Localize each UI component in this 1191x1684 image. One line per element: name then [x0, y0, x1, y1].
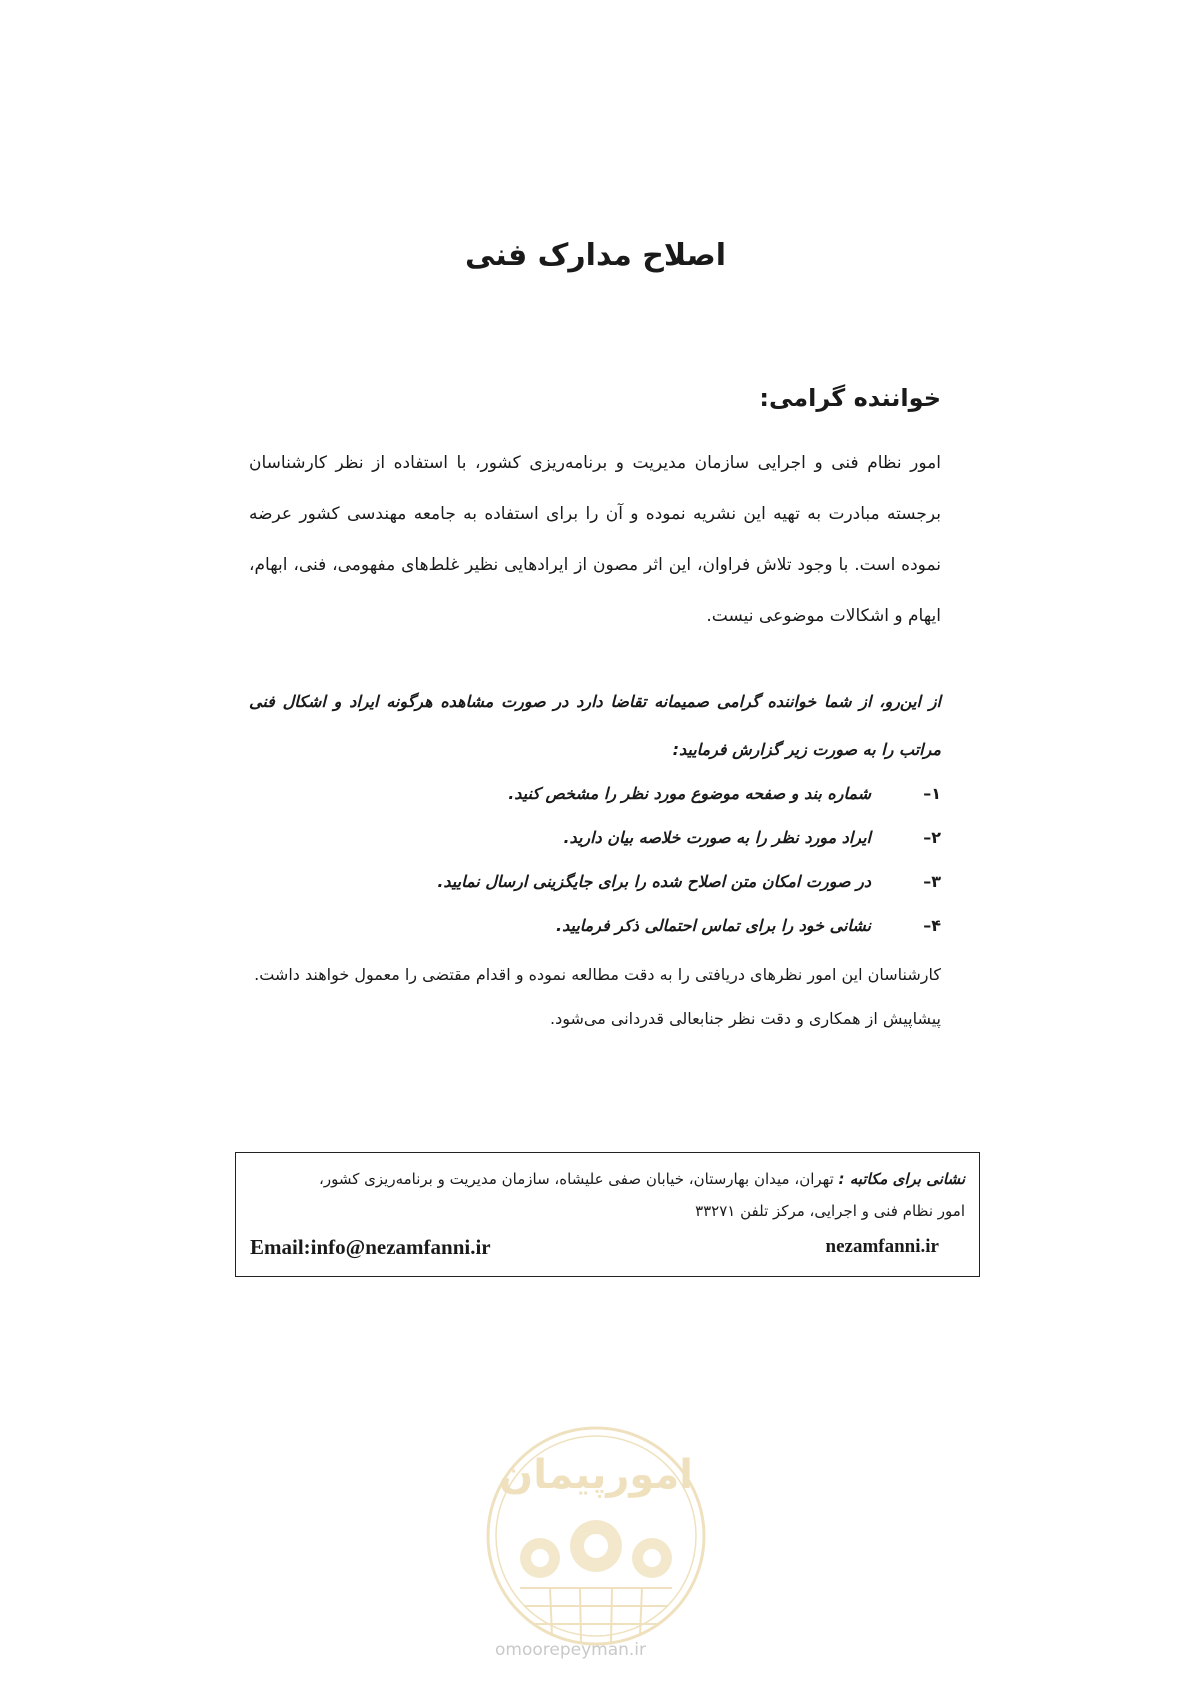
step-text: شماره بند و صفحه موضوع مورد نظر را مشخص کنید.	[508, 784, 871, 803]
step-number: ۱–	[923, 784, 941, 803]
email-link[interactable]: Email:info@nezamfanni.ir	[250, 1234, 491, 1259]
address-box	[235, 1152, 980, 1277]
greeting-heading: خواننده گرامی:	[759, 384, 941, 412]
website-link[interactable]: nezamfanni.ir	[825, 1236, 939, 1257]
step-item	[249, 816, 941, 860]
step-number: ۲–	[923, 828, 941, 847]
step-text: ایراد مورد نظر را به صورت خلاصه بیان دارید.	[563, 828, 871, 847]
intro-paragraph	[249, 438, 941, 642]
watermark-url: omoorepeyman.ir	[495, 1640, 647, 1660]
step-number: ۳–	[923, 872, 941, 891]
address-text: تهران، میدان بهارستان، خیابان صفی علیشاه، سازمان مدیریت و برنامه‌ریزی کشور،	[319, 1170, 839, 1188]
page-title: اصلاح مدارک فنی	[465, 238, 726, 274]
step-item	[249, 860, 941, 904]
closing-line: پیشاپیش از همکاری و دقت نظر جنابعالی قدردانی می‌شود.	[549, 1009, 941, 1028]
step-number: ۴–	[923, 916, 941, 935]
closing-paragraph	[249, 953, 941, 1041]
address-line-1	[250, 1163, 965, 1195]
watermark-logo-text: امورپیمان	[499, 1452, 693, 1498]
step-item	[249, 904, 941, 948]
closing-line: کارشناسان این امور نظرهای دریافتی را به دقت مطالعه نموده و اقدام مقتضی را معمول خواهند داشت.	[254, 965, 941, 984]
address-line-2: امور نظام فنی و اجرایی، مرکز تلفن ۳۳۲۷۱	[695, 1202, 965, 1220]
intro-text: امور نظام فنی و اجرایی سازمان مدیریت و برنامه‌ریزی کشور، با استفاده از نظر کارشناسان برجسته مبادرت به تهیه این نشریه نموده و آن را برای استفاده به جامعه مهندسی کشور عرضه نموده است. با وجود تلاش فراوان، این اثر مصون از ایرادهایی نظیر غلط‌های مفهومی، فنی، ابهام، ایهام و اشکالات موضوعی نیست.	[249, 453, 941, 626]
step-text: نشانی خود را برای تماس احتمالی ذکر فرمایید.	[556, 916, 871, 935]
contact-row	[250, 1231, 939, 1263]
address-label: نشانی برای مکاتبه :	[838, 1170, 965, 1188]
step-item	[249, 772, 941, 816]
step-text: در صورت امکان متن اصلاح شده را برای جایگزینی ارسال نمایید.	[437, 872, 871, 891]
request-paragraph: از این‌رو، از شما خواننده گرامی صمیمانه تقاضا دارد در صورت مشاهده هرگونه ایراد و اشکال فنی مراتب را به صورت زیر گزارش فرمایید:	[249, 692, 941, 759]
report-steps-list	[249, 772, 941, 948]
